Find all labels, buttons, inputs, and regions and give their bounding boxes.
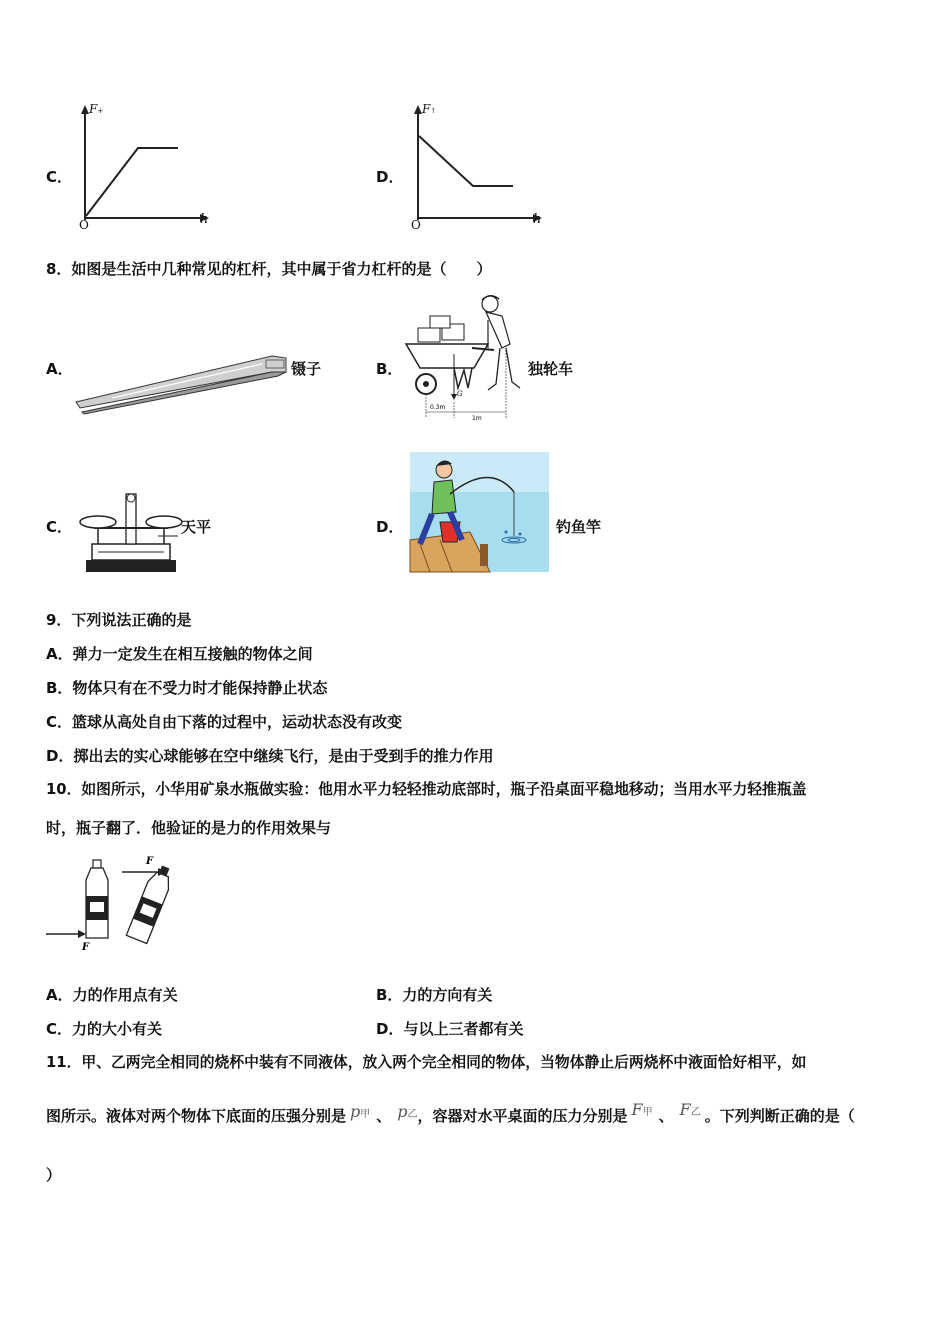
q11-stem-line3: ） — [46, 1166, 62, 1184]
p-jia-symbol: p甲 — [350, 1102, 371, 1121]
q8-option-c-label: C． — [46, 518, 73, 536]
balance-scale-illustration — [76, 490, 186, 576]
q11-stem-line2 — [46, 1100, 855, 1125]
graph-d — [405, 100, 555, 230]
q8-option-b-label: B． — [376, 360, 403, 378]
q10-option-a: A．力的作用点有关 — [46, 986, 178, 1004]
graph-d-label: D． — [376, 168, 404, 186]
graph-c — [72, 100, 222, 230]
wheelbarrow-force-label: G — [457, 390, 463, 398]
graph-d-x-label: h — [533, 212, 542, 227]
graph-c-x-label: h — [200, 212, 209, 227]
q10-option-b: B．力的方向有关 — [376, 986, 493, 1004]
q11-stem-line2-part2: ，容器对水平桌面的压力分别是 — [417, 1107, 628, 1125]
graph-c-y-label: F+ — [89, 102, 104, 116]
q9-stem: 9．下列说法正确的是 — [46, 611, 192, 629]
q9-option-b: B．物体只有在不受力时才能保持静止状态 — [46, 679, 328, 697]
wheelbarrow-illustration — [402, 290, 530, 422]
graph-d-origin: O — [411, 218, 421, 232]
f-jia-symbol: F甲 — [631, 1100, 653, 1119]
bottle-experiment-illustration — [46, 852, 181, 952]
q8-option-d-caption: 钓鱼竿 — [556, 518, 602, 536]
q10-stem-line1: 10．如图所示，小华用矿泉水瓶做实验：他用水平力轻轻推动底部时，瓶子沿桌面平稳地移动；当用水平力轻推瓶盖 — [46, 781, 807, 798]
q10-option-c: C．力的大小有关 — [46, 1020, 163, 1038]
q8-option-a-caption: 镊子 — [291, 360, 322, 378]
q11-stem-line2-part3: 。下列判断正确的是（ — [704, 1107, 855, 1125]
q9-option-c: C．篮球从高处自由下落的过程中，运动状态没有改变 — [46, 713, 403, 731]
q8-option-a-label: A． — [46, 360, 73, 378]
q11-sep-2: 、 — [658, 1107, 674, 1125]
tweezers-illustration — [72, 350, 292, 420]
wheelbarrow-dim-left: 0.3m — [430, 404, 446, 411]
f-yi-symbol: F乙 — [679, 1100, 701, 1119]
q9-option-a: A．弹力一定发生在相互接触的物体之间 — [46, 645, 313, 663]
q9-option-d: D．掷出去的实心球能够在空中继续飞行，是由于受到手的推力作用 — [46, 747, 494, 765]
bottle-force-label-top: F — [146, 856, 154, 867]
q8-option-d-label: D． — [376, 518, 404, 536]
q11-sep-1: 、 — [376, 1107, 392, 1125]
graph-d-y-label: F↑ — [422, 102, 437, 116]
q10-option-d: D．与以上三者都有关 — [376, 1020, 524, 1038]
p-yi-symbol: p乙 — [397, 1102, 418, 1121]
q10-stem-line2: 时，瓶子翻了．他验证的是力的作用效果与 — [46, 819, 332, 837]
fishing-rod-illustration — [410, 452, 549, 572]
wheelbarrow-dim-right: 1m — [472, 415, 482, 422]
q11-stem-line2-part1: 图所示。液体对两个物体下底面的压强分别是 — [46, 1107, 347, 1125]
q11-stem-line1: 11．甲、乙两完全相同的烧杯中装有不同液体，放入两个完全相同的物体，当物体静止后两烧杯中液面恰好相平，如 — [46, 1054, 807, 1071]
graph-c-label: C． — [46, 168, 73, 186]
bottle-force-label-bottom: F — [82, 942, 90, 953]
graph-c-origin: O — [79, 218, 89, 232]
q8-option-c-caption: 天平 — [181, 518, 212, 536]
q8-option-b-caption: 独轮车 — [528, 360, 574, 378]
q8-stem: 8．如图是生活中几种常见的杠杆，其中属于省力杠杆的是（ ） — [46, 260, 492, 278]
